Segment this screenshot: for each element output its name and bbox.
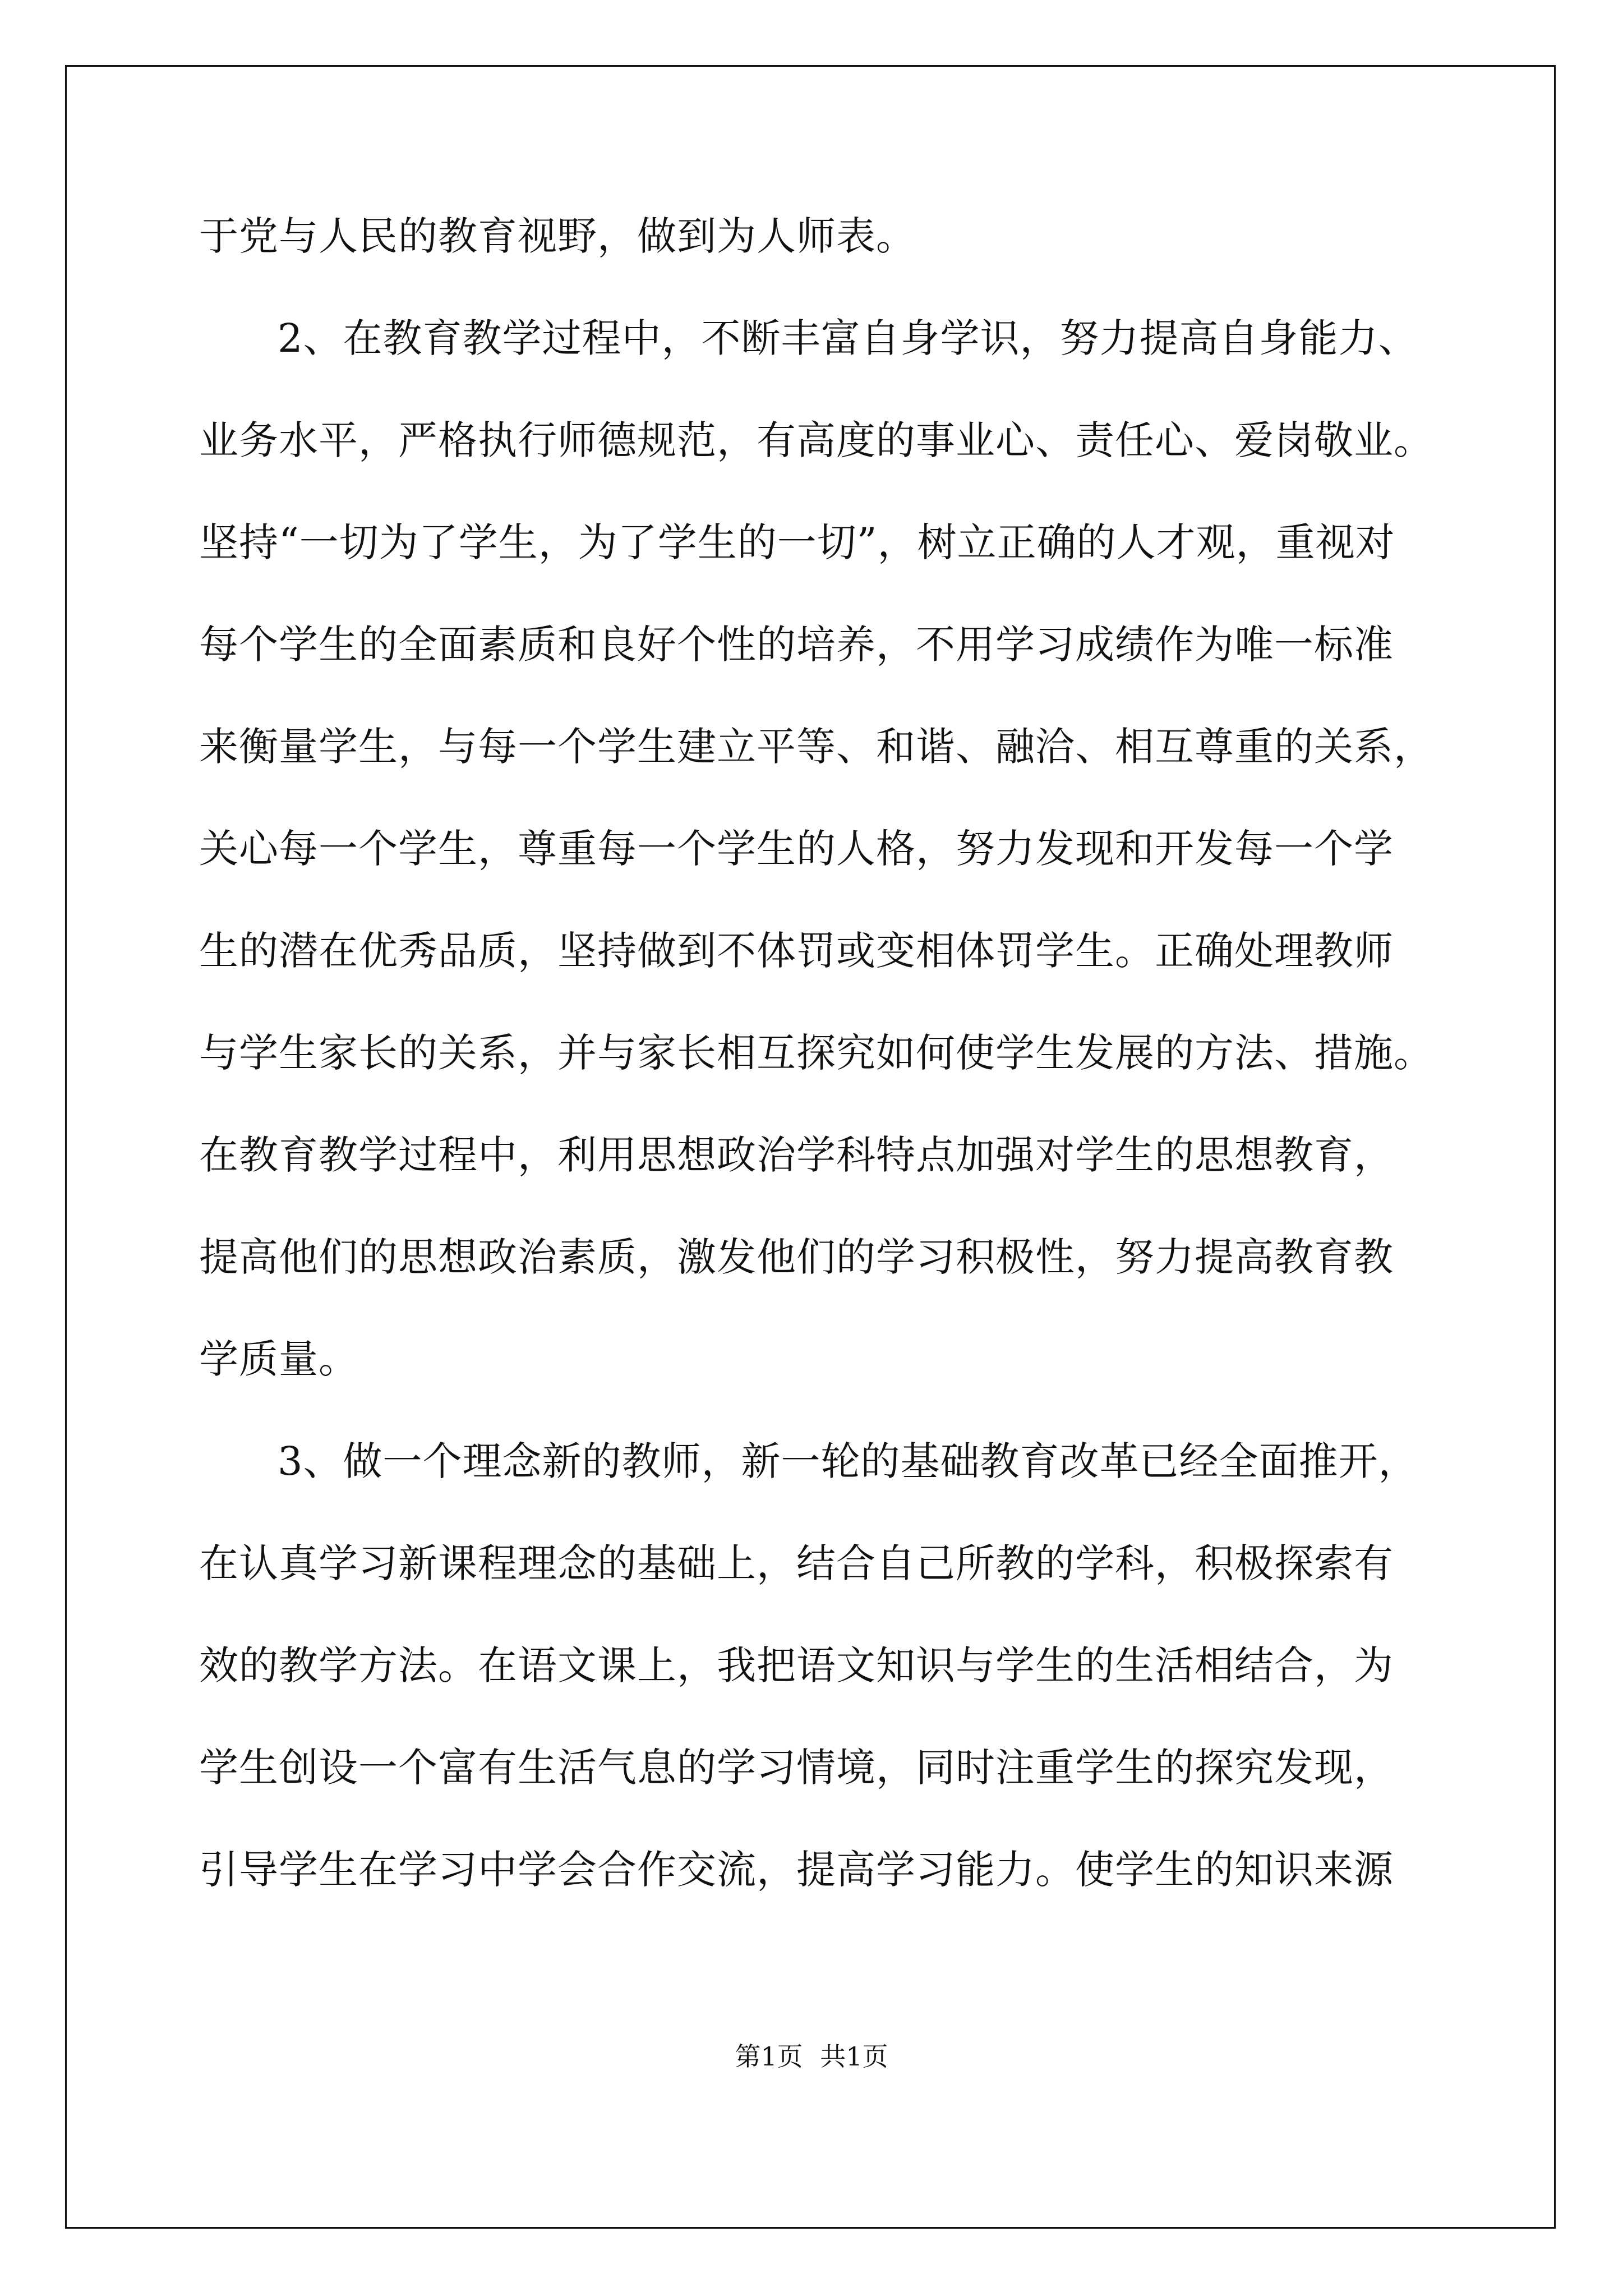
text-line: 与学生家长的关系，并与家长相互探究如何使学生发展的方法、措施。	[199, 1030, 1433, 1076]
page-number: 第1页	[735, 2041, 803, 2072]
text-line: 生的潜在优秀品质，坚持做到不体罚或变相体罚学生。正确处理教师	[199, 928, 1394, 974]
text-line: 坚持“一切为了学生，为了学生的一切”，树立正确的人才观，重视对	[199, 519, 1395, 565]
text-line: 于党与人民的教育视野，做到为人师表。	[199, 213, 916, 259]
text-line: 在教育教学过程中，利用思想政治学科特点加强对学生的思想教育，	[199, 1132, 1394, 1178]
text-line: 学生创设一个富有生活气息的学习情境，同时注重学生的探究发现，	[199, 1745, 1394, 1791]
document-body	[199, 185, 1433, 1921]
text-line: 学质量。	[199, 1336, 358, 1382]
text-line: 关心每一个学生，尊重每一个学生的人格，努力发现和开发每一个学	[199, 826, 1394, 872]
text-line: 效的教学方法。在语文课上，我把语文知识与学生的生活相结合，为	[199, 1642, 1394, 1688]
text-line: 在认真学习新课程理念的基础上，结合自己所教的学科，积极探索有	[199, 1540, 1394, 1586]
text-line: 业务水平，严格执行师德规范，有高度的事业心、责任心、爱岗敬业。	[199, 417, 1433, 463]
text-line: 引导学生在学习中学会合作交流，提高学习能力。使学生的知识来源	[199, 1847, 1394, 1893]
text-line: 来衡量学生，与每一个学生建立平等、和谐、融洽、相互尊重的关系，	[199, 724, 1433, 770]
page-total: 共1页	[820, 2041, 888, 2072]
paragraph-start-line: 2、在教育教学过程中，不断丰富自身学识，努力提高自身能力、	[278, 315, 1418, 361]
paragraph-start-line: 3、做一个理念新的教师，新一轮的基础教育改革已经全面推开，	[278, 1438, 1418, 1484]
page-footer	[0, 2036, 1623, 2073]
text-line: 提高他们的思想政治素质，激发他们的学习积极性，努力提高教育教	[199, 1234, 1394, 1280]
text-line: 每个学生的全面素质和良好个性的培养，不用学习成绩作为唯一标准	[199, 622, 1394, 668]
